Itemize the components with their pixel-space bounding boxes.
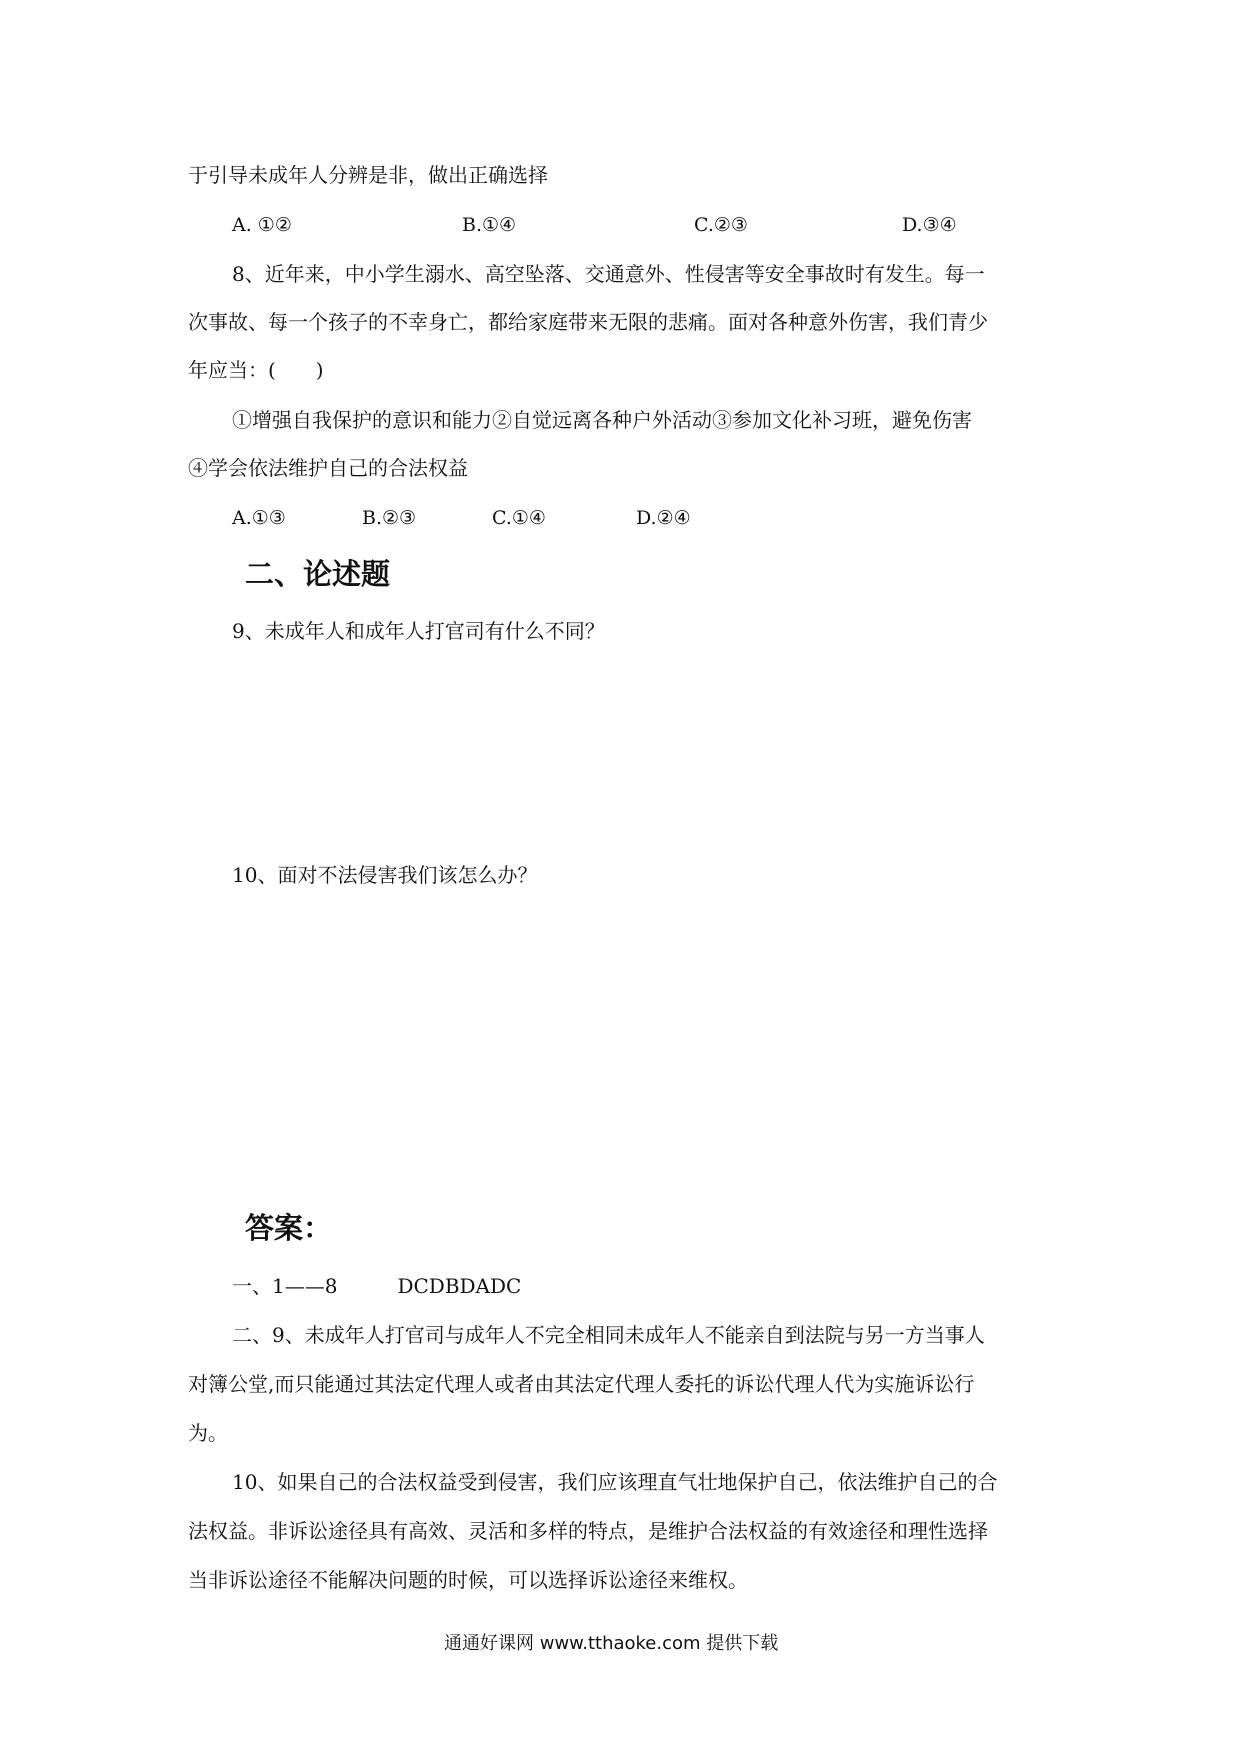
question-8-statements-2: ④学会依法维护自己的合法权益: [188, 456, 468, 480]
question-8-line-2: 次事故、每一个孩子的不幸身亡，都给家庭带来无限的悲痛。面对各种意外伤害，我们青少: [188, 310, 988, 334]
question-8-statements-1: ①增强自我保护的意识和能力②自觉远离各种户外活动③参加文化补习班，避免伤害: [232, 408, 972, 432]
answer-9-line-1: 二、9、未成年人打官司与成年人不完全相同未成年人不能亲自到法院与另一方当事人: [232, 1323, 985, 1347]
footer-download-note: 通通好课网 www.tthaoke.com 提供下载: [444, 1633, 779, 1654]
answer-10-line-1: 10、如果自己的合法权益受到侵害，我们应该理直气壮地保护自己，依法维护自己的合: [232, 1470, 998, 1494]
q8-option-b: B.②③: [362, 507, 417, 529]
answer-10-line-2: 法权益。非诉讼途径具有高效、灵活和多样的特点，是维护合法权益的有效途径和理性选择: [188, 1519, 988, 1543]
section-2-heading: 二、论述题: [245, 557, 391, 591]
q8-option-d: D.②④: [636, 507, 691, 529]
q7-option-b: B.①④: [462, 214, 517, 236]
question-8-line-3: 年应当：( ): [188, 358, 324, 382]
question-9: 9、未成年人和成年人打官司有什么不同？: [232, 619, 605, 643]
answers-heading: 答案：: [245, 1211, 333, 1245]
q7-option-a: A. ①②: [232, 214, 292, 236]
q7-option-d: D.③④: [902, 214, 957, 236]
answer-9-line-3: 为。: [188, 1421, 228, 1445]
question-7-tail: 于引导未成年人分辨是非，做出正确选择: [188, 163, 548, 187]
answer-part-1: 一、1——8 DCDBDADC: [232, 1274, 522, 1298]
q7-option-c: C.②③: [694, 214, 748, 236]
q8-option-a: A.①③: [232, 507, 286, 529]
q8-option-c: C.①④: [492, 507, 546, 529]
answer-9-line-2: 对簿公堂,而只能通过其法定代理人或者由其法定代理人委托的诉讼代理人代为实施诉讼行: [188, 1372, 975, 1396]
question-10: 10、面对不法侵害我们该怎么办？: [232, 863, 538, 887]
question-8-line-1: 8、近年来，中小学生溺水、高空坠落、交通意外、性侵害等安全事故时有发生。每一: [232, 262, 985, 286]
answer-10-line-3: 当非诉讼途径不能解决问题的时候，可以选择诉讼途径来维权。: [188, 1568, 748, 1592]
